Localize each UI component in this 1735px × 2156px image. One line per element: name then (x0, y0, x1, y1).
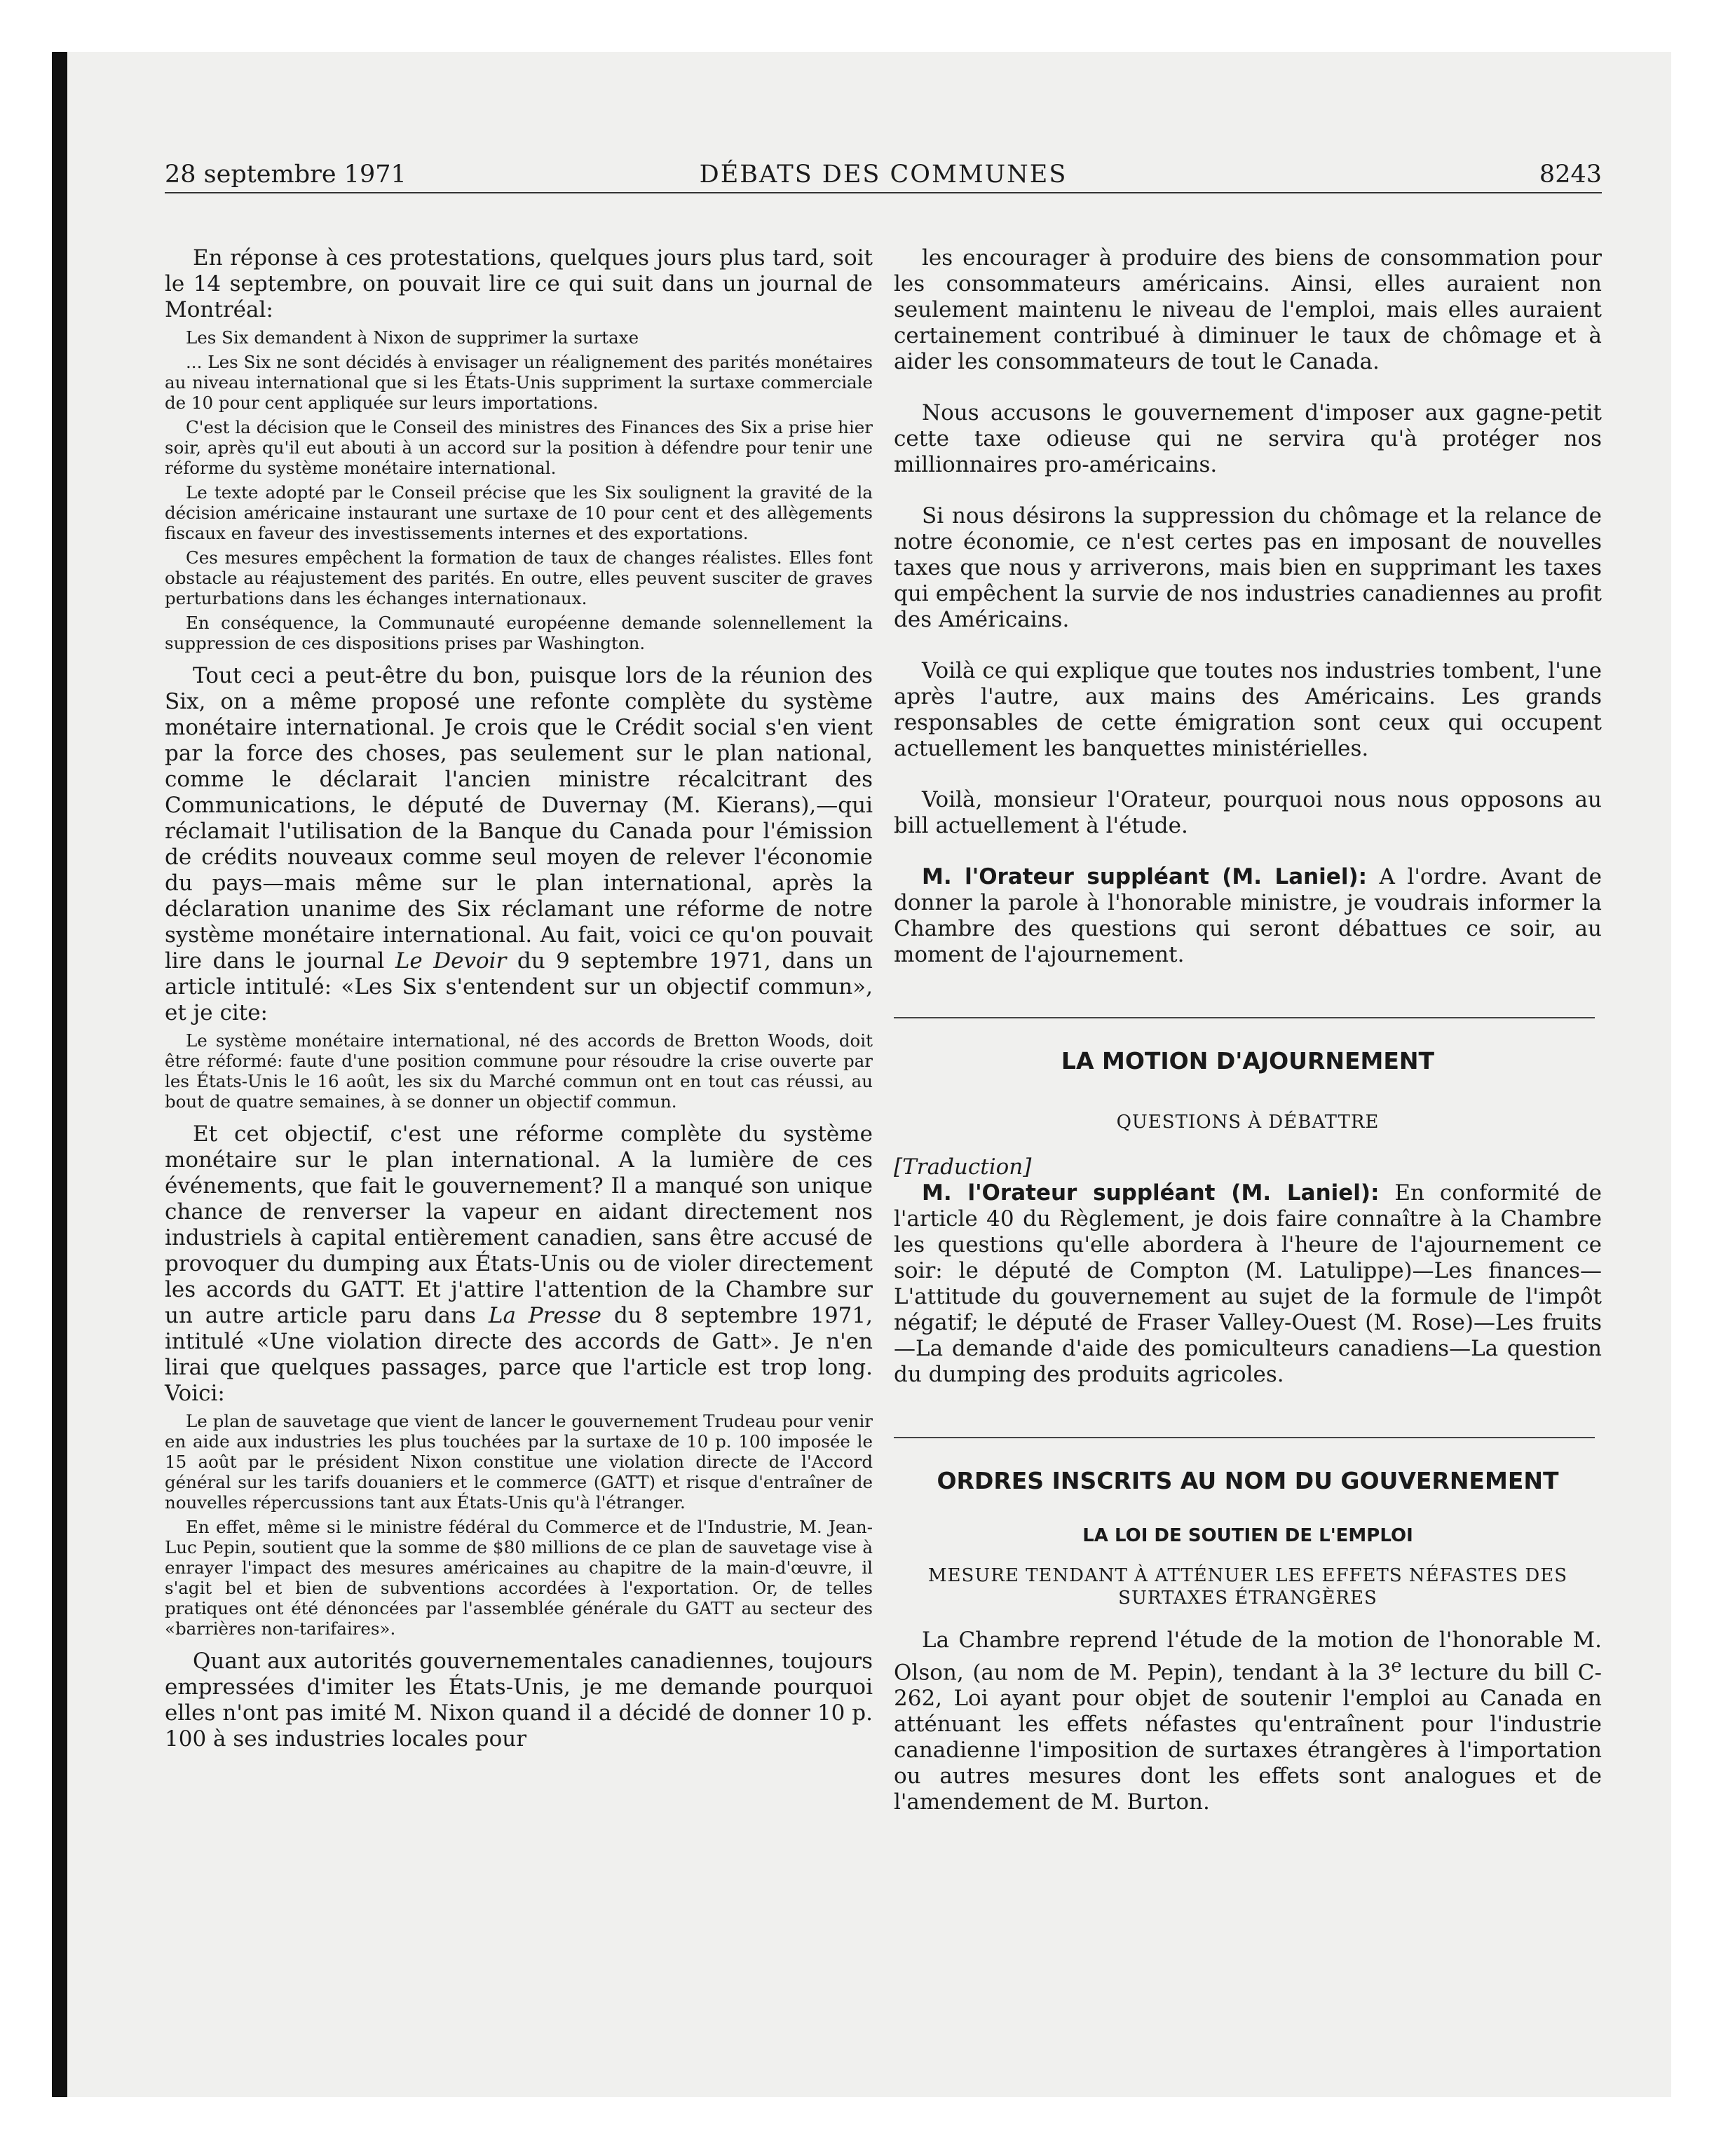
speaker-name: M. l'Orateur suppléant (M. Laniel): (922, 1180, 1380, 1206)
speaker-paragraph: M. l'Orateur suppléant (M. Laniel): A l'ordre. Avant de donner la parole à l'honorable ministre, je voudrais informer la Chambre des questions qui seront débattues ce soir, au moment de l'ajournement. (894, 864, 1602, 967)
header-date: 28 septembre 1971 (165, 161, 407, 189)
paragraph: Voilà, monsieur l'Orateur, pourquoi nous nous opposons au bill actuellement à l'étude. (894, 787, 1602, 838)
header-rule (165, 192, 1602, 193)
paragraph: Et cet objectif, c'est une réforme complète du système monétaire sur le plan international. A la lumière de ces événements, que fait le gouvernement? Il a manqué son unique chance de renverser la vapeur en aidant directement nos industriels à capital entièrement canadien, sans être accusé de provoquer du dumping aux États-Unis ou de violer directement les accords du GATT. Et j'attire l'attention de la Chambre sur un autre article paru dans La Presse du 8 septembre 1971, intitulé «Une violation directe des accords de Gatt». Je n'en lirai que quelques passages, parce que l'article est trop long. Voici: (165, 1121, 873, 1406)
quote-paragraph: En conséquence, la Communauté européenne demande solennellement la suppression de ces dispositions prises par Washington. (165, 613, 873, 653)
quote-paragraph: C'est la décision que le Conseil des ministres des Finances des Six a prise hier soir, après qu'il eut abouti à un accord sur la position à défendre pour tenir une réforme du système monétaire international. (165, 417, 873, 478)
right-column (894, 245, 1602, 1815)
left-column (165, 245, 873, 1752)
quote-paragraph: Le système monétaire international, né des accords de Bretton Woods, doit être réformé: faute d'une position commune pour résoudre la crise ouverte par les États-Unis le 16 août, les six du Marché commun ont en tout cas réussi, au bout de quatre semaines, à se donner un objectif commun. (165, 1030, 873, 1112)
quote-paragraph: En effet, même si le ministre fédéral du Commerce et de l'Industrie, M. Jean-Luc Pepin, soutient que la somme de $80 millions de ce plan de sauvetage vise à enrayer l'impact des mesures américaines au chapitre de la main-d'œuvre, il s'agit bel et bien de subventions accordées à l'exportation. Or, de telles pratiques ont été dénoncées par l'assemblée générale du GATT au secteur des «barrières non-tarifaires». (165, 1517, 873, 1639)
subsection-title: QUESTIONS À DÉBATTRE (1116, 1112, 1380, 1133)
quote-paragraph: Ces mesures empêchent la formation de taux de changes réalistes. Elles font obstacle au réajustement des parités. En outre, elles peuvent susciter de graves perturbations dans les échanges internationaux. (165, 547, 873, 608)
newspaper-name: Le Devoir (395, 948, 507, 974)
quote-paragraph: Le plan de sauvetage que vient de lancer le gouvernement Trudeau pour venir en aide aux industries les plus touchées par la surtaxe de 10 p. 100 imposée le 15 août par le président Nixon constitue une violation directe de l'Accord général sur les tarifs douaniers et le commerce (GATT) et risque d'entraîner de nouvelles répercussions tant aux États-Unis qu'à l'étranger. (165, 1411, 873, 1513)
section-divider (894, 1437, 1595, 1438)
paragraph: Nous accusons le gouvernement d'imposer aux gagne-petit cette taxe odieuse qui ne servira qu'à protéger nos millionnaires pro-américains. (894, 400, 1602, 477)
page-header (165, 157, 1602, 192)
header-journal-title: DÉBATS DES COMMUNES (699, 161, 1068, 189)
speaker-name: M. l'Orateur suppléant (M. Laniel): (922, 864, 1368, 889)
newspaper-name: La Presse (488, 1303, 601, 1328)
translation-label: [Traduction] (894, 1154, 1032, 1180)
paragraph: Quant aux autorités gouvernementales canadiennes, toujours empressées d'imiter les États-Unis, je me demande pourquoi elles n'ont pas imité M. Nixon quand il a décidé de donner 10 p. 100 à ses industries locales pour (165, 1649, 873, 1752)
paragraph: Tout ceci a peut-être du bon, puisque lors de la réunion des Six, on a même proposé une refonte complète du système monétaire international. Je crois que le Crédit social s'en vient par la force des choses, pas seulement sur le plan national, comme le déclarait l'ancien ministre récalcitrant des Communications, le député de Duvernay (M. Kierans),—qui réclamait l'utilisation de la Banque du Canada pour l'émission de crédits nouveaux comme seul moyen de relever l'économie du pays—mais même sur le plan international, après la déclaration unanime des Six réclamant une réforme de notre système monétaire international. Au fait, voici ce qu'on pouvait lire dans le journal Le Devoir du 9 septembre 1971, dans un article intitulé: «Les Six s'entendent sur un objectif commun», et je cite: (165, 663, 873, 1025)
section-divider (894, 1017, 1595, 1018)
section-title: LA MOTION D'AJOURNEMENT (1061, 1047, 1435, 1074)
paragraph: Voilà ce qui explique que toutes nos industries tombent, l'une après l'autre, aux mains des Américains. Les grands responsables de cette émigration sont ceux qui occupent actuellement les banquettes ministérielles. (894, 658, 1602, 761)
header-page-number: 8243 (1539, 161, 1602, 189)
paragraph: La Chambre reprend l'étude de la motion de l'honorable M. Olson, (au nom de M. Pepin), tendant à la 3e lecture du bill C-262, Loi ayant pour objet de soutenir l'emploi au Canada en atténuant les effets néfastes qu'entraînent pour l'industrie canadienne l'imposition de surtaxes étrangères à l'importation ou autres mesures dont les effets sont analogues et de l'amendement de M. Burton. (894, 1628, 1602, 1815)
speaker-paragraph: M. l'Orateur suppléant (M. Laniel): En conformité de l'article 40 du Règlement, je dois faire connaître à la Chambre les questions qu'elle abordera à l'heure de l'ajournement ce soir: le député de Compton (M. Latulippe)—Les finances—L'attitude du gouvernement au sujet de la formule de l'impôt négatif; le député de Fraser Valley-Ouest (M. Rose)—Les fruits—La demande d'aide des pomiculteurs canadiens—La question du dumping des produits agricoles. (894, 1180, 1602, 1387)
section-title: ORDRES INSCRITS AU NOM DU GOUVERNEMENT (937, 1467, 1559, 1494)
paragraph: les encourager à produire des biens de consommation pour les consommateurs américains. Ainsi, elles auraient non seulement maintenu le niveau de l'emploi, mais elles auraient certainement contribué à diminuer le taux de chômage et à aider les consommateurs de tout le Canada. (894, 245, 1602, 374)
quote-paragraph: ... Les Six ne sont décidés à envisager un réalignement des parités monétaires au niveau international que si les États-Unis suppriment la surtaxe commerciale de 10 pour cent appliquée sur leurs importations. (165, 352, 873, 413)
paragraph: En réponse à ces protestations, quelques jours plus tard, soit le 14 septembre, on pouvait lire ce qui suit dans un journal de Montréal: (165, 245, 873, 322)
quote-title: Les Six demandent à Nixon de supprimer la surtaxe (186, 327, 639, 348)
quote-paragraph: Le texte adopté par le Conseil précise que les Six soulignent la gravité de la décision américaine instaurant une surtaxe de 10 pour cent et des allègements fiscaux en faveur des investissements internes et des exportations. (165, 482, 873, 543)
paragraph: Si nous désirons la suppression du chômage et la relance de notre économie, ce n'est certes pas en imposant de nouvelles taxes que nous y arriverons, mais bien en supprimant les taxes qui empêchent la survie de nos industries canadiennes au profit des Américains. (894, 503, 1602, 632)
subsection-title: MESURE TENDANT À ATTÉNUER LES EFFETS NÉFASTES DES SURTAXES ÉTRANGÈRES (927, 1565, 1568, 1609)
subsection-title: LA LOI DE SOUTIEN DE L'EMPLOI (1082, 1525, 1413, 1546)
